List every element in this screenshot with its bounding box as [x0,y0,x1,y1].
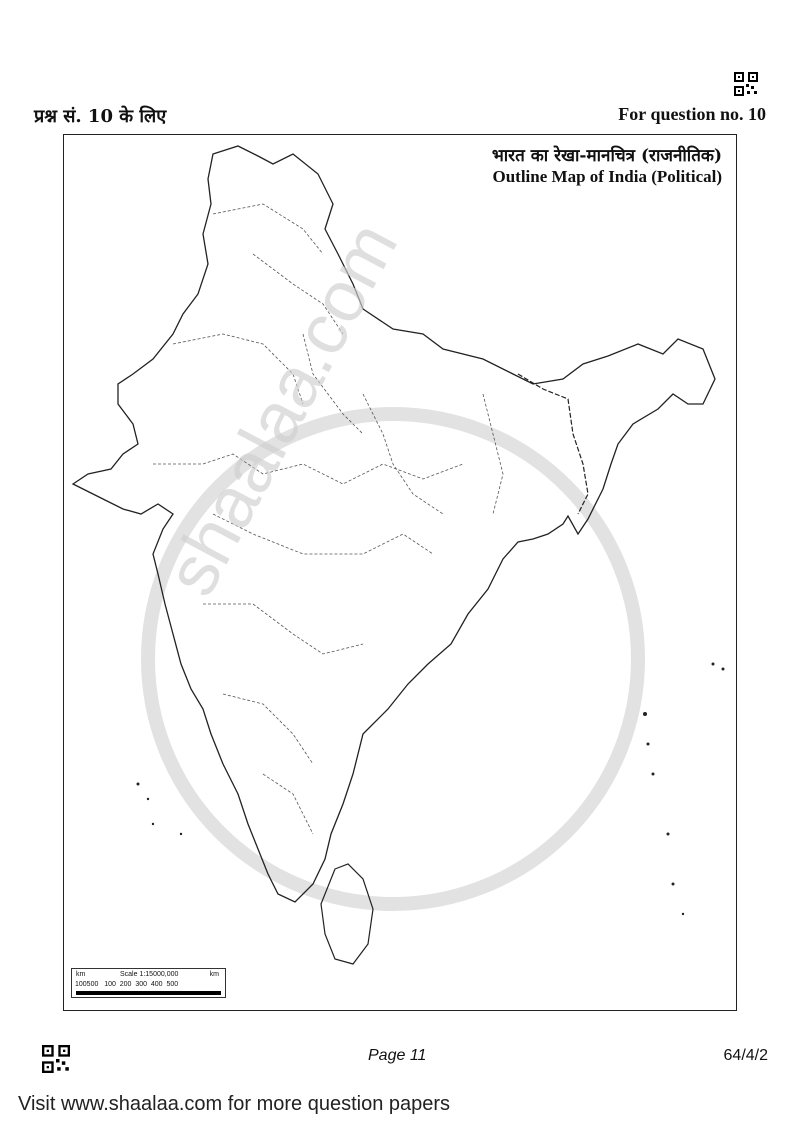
scale-unit-left: km [76,971,86,978]
paper-code: 64/4/2 [723,1047,768,1064]
scale-label: Scale 1:15000,000 [120,971,179,978]
qr-code-icon [42,1045,70,1073]
map-title-english: Outline Map of India (Political) [492,167,722,186]
page-number: Page 11 [368,1047,427,1064]
qr-code-icon [734,72,758,96]
scale-unit-right: km [209,971,219,978]
map-title-hindi: भारत का रेखा-मानचित्र (राजनीतिक) [491,146,722,166]
question-label-english: For question no. 10 [618,104,766,124]
scale-bar-graphic [76,991,221,995]
scale-bar [71,968,226,998]
question-label-hindi: प्रश्न सं. 10 के लिए [34,106,167,127]
scale-ticks: 100500 100 200 300 400 500 [75,981,179,988]
watermark-text: shaalaa.com [150,210,414,609]
visit-link-text[interactable]: Visit www.shaalaa.com for more question papers [18,1093,451,1115]
